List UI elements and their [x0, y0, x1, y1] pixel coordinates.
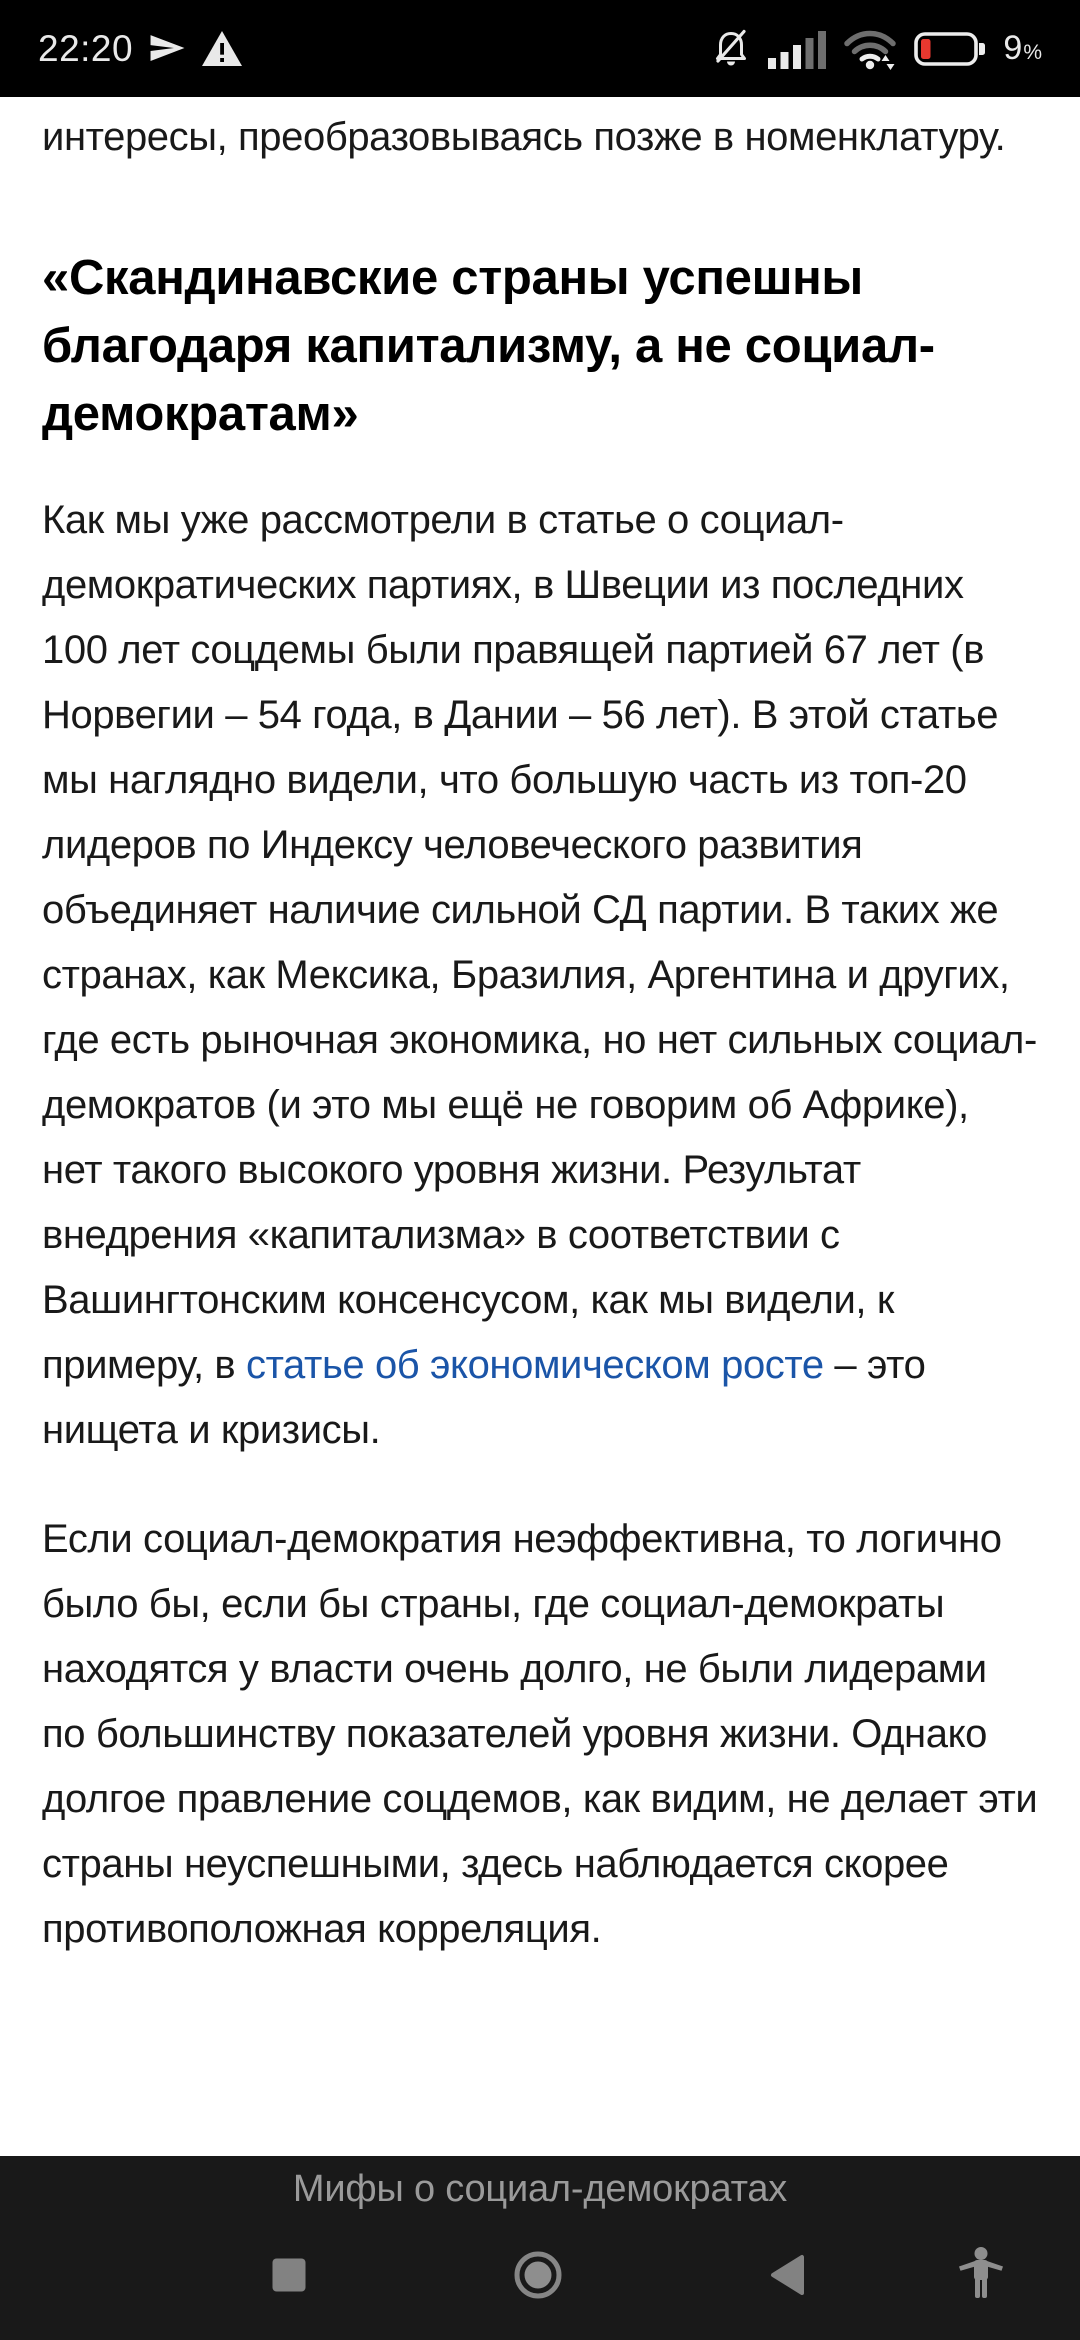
warning-icon [202, 31, 242, 66]
battery-percent-sign: % [1023, 41, 1042, 64]
paragraph-2: Если социал-демократия неэффективна, то логично было бы, если бы страны, где социал-демократы находятся у власти очень долго, не были лидерами по большинству показателей уровня жизни. Однако долгое правление соцдемов, как видим, не делает эти страны неуспешными, здесь наблюдается скорее противоположная корреляция. [42, 1517, 1038, 1951]
status-bar [0, 0, 1080, 97]
paragraph-continued: интересы, преобразовываясь позже в номенклатуру. [42, 115, 1006, 159]
battery-percent [1003, 29, 1042, 68]
signal-strength-icon [768, 29, 826, 69]
battery-icon [914, 30, 986, 68]
wifi-icon [843, 28, 897, 70]
status-bar-right [711, 28, 1042, 70]
section-heading: «Скандинавские страны успешны благодаря капитализму, а не социал-демократам» [42, 251, 935, 441]
paragraph-1-text: Как мы уже рассмотрели в статье о социал-демократических партиях, в Швеции из последних 100 лет соцдемы были правящей партией 67 лет (в Норвегии – 54 года, в Дании – 56 лет). В этой статье мы наглядно видели, что большую часть из топ-20 лидеров по Индексу человеческого развития объединяет наличие сильной СД партии. В таких же странах, как Мексика, Бразилия, Аргентина и других, где есть рыночная экономика, но нет сильных социал-демократов (и это мы ещё не говорим об Африке), нет такого высокого уровня жизни. Результат внедрения «капитализма» в соответствии с Вашингтонским консенсусом, как мы видели, к примеру, в [42, 498, 1037, 1387]
recents-button[interactable] [265, 2251, 313, 2299]
economic-growth-article-link[interactable]: статье об экономическом росте [245, 1343, 824, 1387]
recents-square-icon [271, 2257, 307, 2293]
home-button[interactable] [506, 2243, 570, 2307]
back-button[interactable] [761, 2246, 813, 2304]
status-bar-left [38, 28, 242, 70]
notifications-off-icon [711, 28, 751, 70]
article-content [0, 97, 1080, 2157]
accessibility-person-icon [955, 2246, 1007, 2304]
accessibility-button[interactable] [949, 2240, 1013, 2310]
back-triangle-icon [767, 2252, 807, 2298]
battery-percent-value: 9 [1003, 29, 1023, 67]
bottom-bar [0, 2156, 1080, 2340]
android-nav-bar [0, 2156, 1080, 2340]
paragraph-1-tail: – это нищета и кризисы. [42, 1343, 926, 1452]
paragraph-1 [42, 488, 1038, 1463]
page-title[interactable]: Мифы о социал-демократах [292, 2168, 788, 2210]
home-circle-icon [512, 2249, 564, 2301]
telegram-send-icon [149, 32, 186, 65]
clock: 22:20 [38, 27, 134, 69]
